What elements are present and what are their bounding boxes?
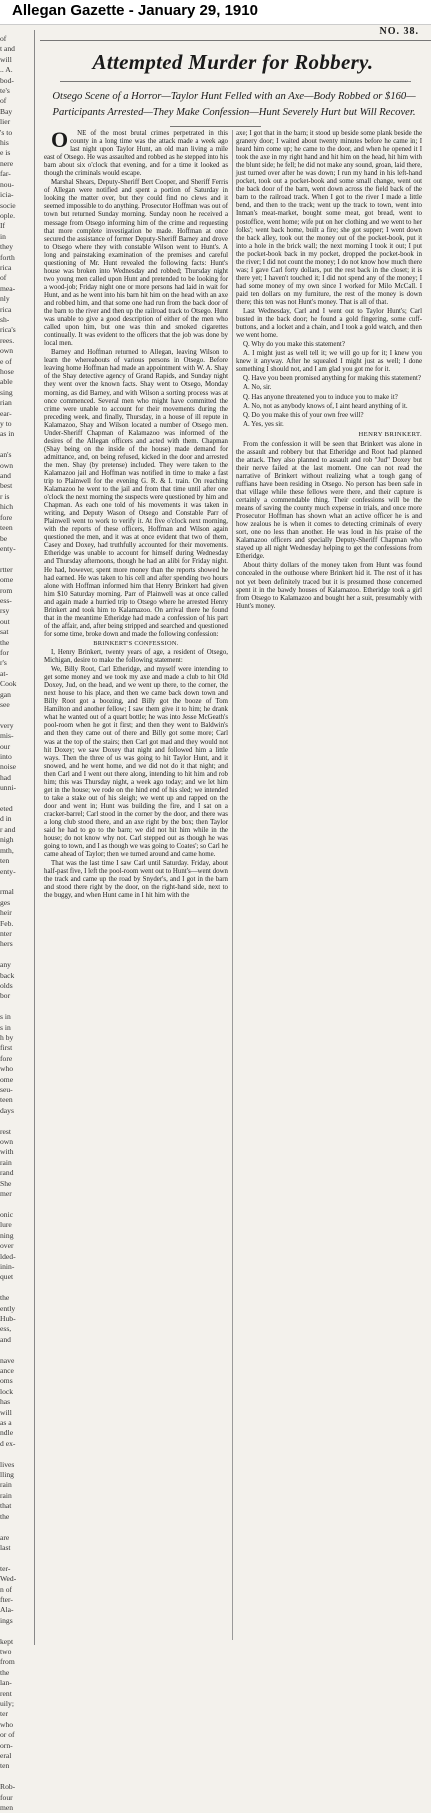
issue-number: NO. 38.	[379, 26, 419, 37]
question: Q. Why do you make this statement?	[243, 341, 345, 349]
paragraph: I, Henry Brinkert, twenty years of age, a resident of Otsego, Michigan, desire to make the following statement:	[44, 649, 228, 665]
paragraph: Last Wednesday, Carl and I went out to Taylor Hunt's; Carl busted in the back door; he found a gold fingering, some cuff-buttons, and a locket and a chain, and I took a gold watch, and then we went home.	[236, 308, 422, 340]
headline-rule	[60, 81, 411, 82]
answer: A. Yes, yes sir.	[243, 420, 284, 428]
paragraph: Marshal Shears, Deputy-Sheriff Bert Cooper, and Sheriff Ferris of Allegan were notified and spent a portion of Saturday in looking the matter over, but they could find no clews and it seemed impossible to do anything. Prosecutor Hoffman was out of town but returned Sunday morning. Sunday noon he received a message from Otsego informing him of the crime and requesting that more complete investigation be made. Hoffman at once secured the assistance of former Deputy-Sheriff Barney and drove to Otsego where they with constable Wilson went to Hunt's. A long and painstaking examination of the premises and careful questioning of Mr. Hunt revealed the following facts: Hunt's house was broken into Wednesday and robbed; Thursday night two young men called upon Hunt and pretended to be looking for a wood-job; Friday night one or more persons had laid in wait for Hunt, and as he went into his barn hit him on the head with an axe and robbed him, and that some one had run from the back door of the barn to the river and then up the railroad track to Otsego. Hunt was unable to give a good description of either of the men who called upon him, but one was thin and smoked cigarettes continually. It was evident to the officers that the job was done by local men.	[44, 179, 228, 348]
question: Q. Do you make this of your own free will?	[243, 411, 364, 419]
article-subhead: Otsego Scene of a Horror—Taylor Hunt Felled with an Axe—Body Robbed or $160—Participants Arrested—They Make Confession—Hunt Severely Hurt but Will Recover.	[52, 91, 416, 118]
section-heading: BRINKERT'S CONFESSION.	[93, 639, 179, 647]
subhead-rule	[170, 126, 261, 127]
newspaper-title: Allegan Gazette - January 29, 1910	[12, 2, 258, 19]
paragraph: We, Billy Root, Carl Etheridge, and myself were intending to get some money and we took my axe and made a club to hit Old Doxey, Jud, on the head, and we went up there, to the corner, the next house to his place, and then we came back down town and Billy Root got a boozing, and Billy got the booze of Tom Hamilton and another fellow; I saw them give it to him; he drank what he wanted out of a quart bottle; he was into Jesse McGeath's pool-room when he got it first; and then they went to Baldwin's and then they came out of there and Billy got some more; Carl was at the top of the stairs; then Carl got mad and they would not hit Doxey; we saw Doxey that night and followed him a little ways. Then the three of us was going to hit Taylor Hunt, and it snowed, and he went home, and we did not do it that night; and then Carl and I went out there along, intending to hit him and rob him; this was Thursday night, a week ago today; and we let him get in the house; we rode on the hind end of his sled; we intended to take a stake out of his sleigh; we went up and rapped on the door and went in; Hunt was building the fire, and I sat on a cracker-barrel; Carl stood in the corner by the door, and there was a long club stood there, and an axe right by the box; then Taylor said he had to go to the barn; we did not hit him while in the house; do not know why not. Carl stepped out as though he was going to town, and I as though we was going to Coates'; so Carl he came ahead of Taylor; then we turned around and came home.	[44, 666, 229, 859]
paragraph: O NE of the most brutal crimes perpetrated in this county in a long time was the attack made a week ago last night upon Taylor Hunt, an old man living a mile east of Otsego. He was assaulted and robbed as he stepped into his barn about six o'clock that evening, and for a time it looked as though the criminals would escape.	[44, 127, 228, 178]
answer: A. No, not as anybody knows of, I aint heard anything of it.	[243, 402, 408, 410]
masthead	[0, 0, 431, 25]
article-headline: Attempted Murder for Robbery.	[92, 50, 374, 74]
column-divider	[34, 30, 35, 1645]
question: Q. Have you been promised anything for making this statement?	[243, 375, 421, 383]
left-column-fragment	[0, 34, 32, 1813]
top-rule	[40, 40, 431, 41]
paragraph: From the confession it will be seen that Brinkert was alone in the assault and robbery but that Etheridge and Root had planned the attack. They also planned to assault and rob "Jud" Doxey but their nerve failed at the last moment. One can not read the narrative of Brinkert without realizing what a tough gang of ruffians have been residing in Otsego. No person has been safe in that village while these fellows were there, and their capture is certainly a commendable thing. Their confessions will be the means of saving the county much expense in trials, and once more Prosecutor Hoffman has shown what an active officer he is and how zealous he is when it comes to detecting criminals of every sort, one no less than another. He was loud in his praise of the Kalamazoo officers and specially Deputy-Sheriff Chapman who stayed up all night Wednesday helping to get the confessions from Etheridge.	[236, 440, 422, 561]
paragraph: About thirty dollars of the money taken from Hunt was found concealed in the outhouse where Brinkert hid it. The rest of it has not yet been definitely traced but it is presumed those concerned spent it in the bawdy houses of Kalamazoo. Etheridge took a girl from Otsego to Kalamazoo and bought her a suit, presumably with Hunt's money.	[236, 562, 422, 610]
paragraph: That was the last time I saw Carl until Saturday. Friday, about half-past five, I left the pool-room went out to Hunt's—went down the track and came up the road by Snyder's, and I got in the barn and stood there right by the door, on the right-hand side, next to the buggy, and when Hunt came in I hit him with the	[44, 860, 228, 900]
signature: HENRY BRINKERT.	[358, 430, 422, 438]
answer: A. I might just as well tell it; we will go up for it; I knew you knew it anyway. After he squealed I might just as well; I done something I should not, and I am glad you got me for it.	[236, 350, 422, 374]
question: Q. Has anyone threatened you to induce you to make it?	[243, 393, 398, 401]
answer: A. No, sir.	[243, 384, 272, 392]
column-divider	[232, 130, 233, 1640]
paragraph: axe; I got that in the barn; it stood up beside some plank beside the granery door; I waited about twenty minutes before he came in; I heard him come up; he came to the door, and when he opened it I took the axe in my right hand and hit him on the head, hit him with the blunt side; he fell; he did not make any sound, groan, laid there, just turned over after he was down; I run my hand in his left-hand pocket, took out a pocket-book and some small change, went out the back door of the barn, went down across the field back of the barn to the railroad track. When I got to the river I made a little bend, and then to the track; went up the track to town, went into Inman's meat-market, bought some meat, got bread, went to postoffice, went home; wife put on her clothing and we went to her folks'; went back home, built a fire; she got supper; I went down the back alley, took out the money out of the pocket-book, put it into a hole in the brick wall; the next morning I took it out; I put the pocket-book back in my pocket, dropped the pocket-book in the river; I did not count the money; I do not know how much there was; I gave Carl forty dollars, put the rest back in the closet; it is there yet; I haven't touched it; I did not spend any of the money; I had some money of my own since I worked for Milo McCall. I paid ten dollars on my furniture, the rest of the money is down there; this ten was not Hunt's money. That is all of that.	[236, 130, 423, 306]
article-column-1	[44, 127, 229, 1640]
drop-cap: O	[51, 127, 69, 152]
article-column-2	[236, 130, 422, 630]
left-column-text: of t and will .. A. bod- te's of Bay lier 's to his e is nere far- nou- icia- socie ople. If in they forth rica of mea- nly rica sh- rica's rees. own e of hose able sing rian ear- y to as in an's own and best r is hich fore teen be enty- rtter ome rom ess- rsy out sat the for r's at- Cook gan see very mis- our into noise had unni- eted d in r and nigh mth, ten enty- rmal ges heir Feb. nter hers any back olds bor s in s in h by first fore who ome seu- teen days rest own with rain rand She mer onic lure ning over lded- inin- quet the ently Hub- ess, and nave ance oms lock has will as a ndle d ex- lives lling rain rain that the are last ter- Wed- n of fter- Ala- ings kept two from the lan- rent uily; ter who or of orn- eral ten Rob- four men	[0, 34, 17, 1813]
paragraph: Barney and Hoffman returned to Allegan, leaving Wilson to learn the whereabouts of various persons in Otsego. Before leaving home Hoffman had made an appointment with W. A. Shay of the Shay detective agency of Grand Rapids, and Sunday night they went over the known facts. Shay went to Otsego, Monday morning, as did Barney, and with Wilson a sorting process was at once commenced. Several men who might have committed the crime were unable to account for their movements during the preceding week, and finally, Thursday, in a house of ill repute in Kalamazoo, Shay and Wilson located a number of Otsego men. Under-Sheriff Chapman of Kalamazoo was informed of the desires of the Allegan officers and acted with them. Chapman (Shay being on the inside of the house) made demand for admittance, and, on being refused, kicked in the door and arrested the men. Shay (by pretense) included. They were taken to the Kalamazoo jail and Hoffman was notified in time to make a fast trip to Plainwell for the evening G. R. & I. train. On reaching Kalamazoo he went to the jail and from that time until after one o'clock the next morning the suspects were questioned by him and Chapman. As each one told of his movements it was taken in writing, and Deputy Wason of Otsego and Constable Parr of Plainwell went to work to verify it. At five o'clock next morning, with the reports of these officers, Hoffman and Wilson again questioned the men, and it was at once evident that two of them, Casey and Doxey, had truthfully accounted for their movements. Etheridge was unable to account for himself during Wednesday and Thursday afternoons, though he had an alibi for Friday night. He had, however, spent more money than the reports showed he had earned. He was taken to his cell and after spending two hours alone with Hoffman informed him that Henry Brinkert had given him $10 Saturday morning. Parr of Plainwell was at once called and again made a hurried trip to Otsego where he arrested Henry Brinkert and took him to Kalamazoo. On arrival there he found that in the meantime Etheridge had made a confession of his part of the affair, and, after being stripped and searched and questioned for some time, broke down and made the following confession:	[44, 349, 228, 638]
